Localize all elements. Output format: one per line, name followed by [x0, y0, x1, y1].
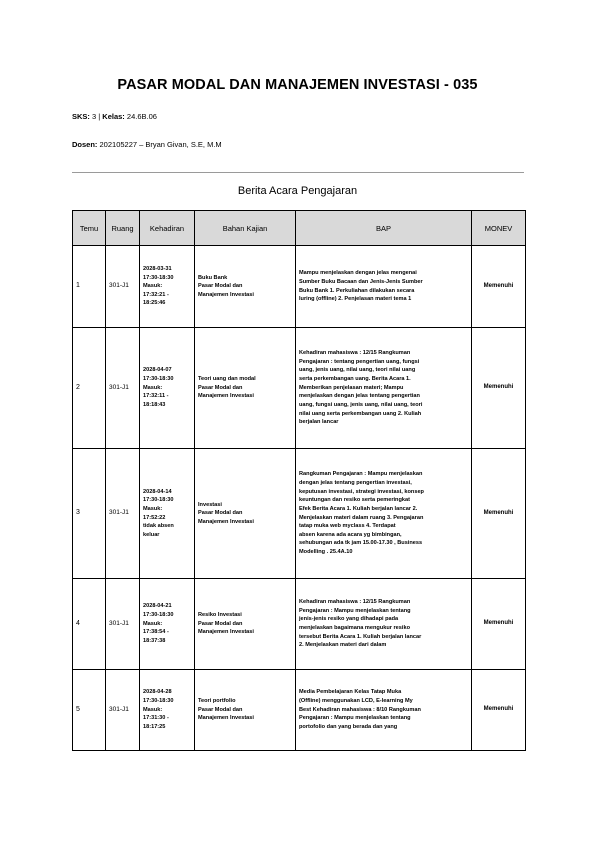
cell-bahan-kajian — [195, 670, 296, 751]
cell-kehadiran-line: 17:32:21 - — [143, 291, 169, 298]
cell-bap — [296, 246, 472, 328]
cell-kehadiran-line: 18:17:25 — [143, 723, 166, 730]
cell-kehadiran — [140, 449, 195, 579]
cell-bap-line: 2. Menjelaskan materi dari dalam — [299, 642, 387, 649]
cell-bap-line: nilai uang serta perkembangan uang 2. Kuliah — [299, 410, 422, 417]
cell-bahan-kajian-line: Teori uang dan modal — [198, 376, 256, 383]
cell-kehadiran-line: Masuk: — [143, 283, 163, 290]
cell-bap-line: menjelaskan bagaimana mengukur resiko — [299, 625, 410, 631]
cell-kehadiran-line: 17:31:30 - — [143, 715, 169, 722]
table-row — [73, 579, 526, 670]
cell-bahan-kajian — [195, 579, 296, 670]
cell-kehadiran-line: 2028-03-31 — [143, 265, 172, 272]
cell-bahan-kajian-line: Manajemen Investasi — [198, 393, 254, 400]
cell-bahan-kajian-line: Pasar Modal dan — [198, 706, 243, 713]
cell-bap-line: berjalan lancar — [299, 419, 339, 426]
cell-kehadiran — [140, 579, 195, 670]
cell-kehadiran-line: 18:25:46 — [143, 300, 166, 307]
cell-ruang: 301-J1 — [106, 246, 140, 328]
cell-monev: Memenuhi — [472, 328, 526, 449]
dosen-line — [72, 140, 222, 149]
cell-kehadiran-line: Masuk: — [143, 505, 163, 512]
cell-bap-line: (Offline) menggunakan LCD, E-learning My — [299, 698, 413, 705]
cell-bahan-kajian-line: Manajemen Investasi — [198, 518, 254, 525]
table-row — [73, 328, 526, 449]
cell-bap-line: portofolio dan yang berada dan yang — [299, 723, 398, 730]
header-ruang: Ruang — [106, 211, 140, 246]
cell-kehadiran — [140, 328, 195, 449]
cell-kehadiran-line: 17:30-18:30 — [143, 376, 174, 383]
cell-bap-line: absen karena ada acara yg bimbingan, — [299, 531, 402, 538]
kelas-label: Kelas: — [102, 112, 125, 121]
cell-bap — [296, 579, 472, 670]
cell-bap — [296, 449, 472, 579]
header-temu: Temu — [73, 211, 106, 246]
cell-kehadiran-line: 2028-04-07 — [143, 367, 172, 374]
cell-temu: 2 — [73, 328, 106, 449]
cell-bahan-kajian-line: Manajemen Investasi — [198, 291, 254, 298]
cell-monev: Memenuhi — [472, 670, 526, 751]
table-row — [73, 670, 526, 751]
cell-bap-line: Pengajaran : Mampu menjelaskan tentang — [299, 607, 411, 614]
table-row — [73, 246, 526, 328]
cell-bap-line: Modelling . 25.4A.10 — [299, 549, 353, 556]
cell-bap — [296, 328, 472, 449]
cell-kehadiran-line: 2028-04-21 — [143, 603, 172, 610]
cell-kehadiran-line: 17:38:54 - — [143, 629, 169, 636]
cell-bap-line: uang, jenis uang, nilai uang, teori nilai uang — [299, 367, 416, 374]
sks-value: 3 | — [89, 112, 103, 121]
cell-temu: 4 — [73, 579, 106, 670]
cell-bap-line: tersebut Berita Acara 1. Kuliah berjalan lancar — [299, 633, 422, 640]
sks-label: SKS: — [72, 112, 90, 121]
cell-bahan-kajian-line: Teori portfolio — [198, 698, 236, 705]
cell-kehadiran-line: tidak absen — [143, 523, 174, 530]
cell-bap-line: keputusan investasi, strategi investasi, konsep — [299, 488, 424, 495]
sks-kelas-line — [72, 112, 157, 121]
cell-kehadiran — [140, 670, 195, 751]
cell-bahan-kajian-line: Investasi — [198, 501, 222, 508]
cell-bap-line: Best Kehadiran mahasiswa : 8/10 Rangkuman — [299, 706, 421, 713]
cell-temu: 1 — [73, 246, 106, 328]
cell-bap-line: Memberikan penjelasan materi; Mampu — [299, 384, 404, 391]
cell-ruang: 301-J1 — [106, 670, 140, 751]
cell-bahan-kajian-line: Pasar Modal dan — [198, 620, 243, 627]
cell-bap — [296, 670, 472, 751]
cell-bap-line: Rangkuman Pengajaran : Mampu menjelaskan — [299, 471, 423, 478]
cell-bap-line: Efek Berita Acara 1. Kuliah berjalan lancar 2. — [299, 505, 418, 512]
cell-bap-line: Pengajaran : Mampu menjelaskan tentang — [299, 715, 411, 722]
bap-table — [72, 210, 526, 751]
cell-kehadiran-line: Masuk: — [143, 706, 163, 713]
cell-kehadiran-line: 18:18:43 — [143, 401, 166, 408]
cell-bap-line: sehubungan ada tk jam 15.00-17.30 , Business — [299, 540, 423, 547]
cell-bahan-kajian-line: Pasar Modal dan — [198, 283, 243, 290]
cell-bap-line: uang, fungsi uang, jenis uang, nilai uang, teori — [299, 401, 423, 408]
cell-kehadiran-line: Masuk: — [143, 384, 163, 391]
dosen-label: Dosen: — [72, 140, 98, 149]
cell-bap-line: Kehadiran mahasiswa : 12/15 Rangkuman — [299, 599, 411, 606]
cell-kehadiran-line: 17:30-18:30 — [143, 274, 174, 281]
cell-bap-line: Buku Bank 1. Perkuliahan dilakukan secara — [299, 287, 415, 294]
cell-kehadiran-line: 17:30-18:30 — [143, 612, 174, 619]
cell-kehadiran-line: keluar — [143, 531, 160, 538]
header-kehadiran: Kehadiran — [140, 211, 195, 246]
cell-bahan-kajian-line: Pasar Modal dan — [198, 510, 243, 517]
cell-bahan-kajian — [195, 328, 296, 449]
cell-monev: Memenuhi — [472, 449, 526, 579]
cell-bahan-kajian-line: Pasar Modal dan — [198, 384, 243, 391]
cell-bap-line: menjelaskan dengan jelas tentang pengertian — [299, 393, 420, 400]
cell-monev: Memenuhi — [472, 246, 526, 328]
cell-kehadiran-line: 17:30-18:30 — [143, 698, 174, 705]
header-monev: MONEV — [472, 211, 526, 246]
cell-bap-line: Menjelaskan materi dalam ruang 3. Pengajaran — [299, 514, 424, 521]
cell-bap-line: tatap muka web myclass 4. Terdapat — [299, 523, 396, 530]
cell-ruang: 301-J1 — [106, 328, 140, 449]
kelas-value: 24.6B.06 — [124, 112, 157, 121]
cell-temu: 3 — [73, 449, 106, 579]
cell-kehadiran-line: 17:32:11 - — [143, 393, 169, 400]
cell-kehadiran — [140, 246, 195, 328]
cell-bahan-kajian-line: Buku Bank — [198, 274, 228, 281]
cell-monev: Memenuhi — [472, 579, 526, 670]
cell-bahan-kajian-line: Resiko Investasi — [198, 612, 242, 619]
cell-bap-line: Mampu menjelaskan dengan jelas mengenai — [299, 270, 417, 277]
cell-kehadiran-line: 2028-04-14 — [143, 488, 172, 495]
header-bahan-kajian: Bahan Kajian — [195, 211, 296, 246]
cell-kehadiran-line: 17:30-18:30 — [143, 497, 174, 504]
cell-kehadiran-line: 17:52:22 — [143, 514, 166, 521]
cell-bahan-kajian — [195, 449, 296, 579]
cell-bap-line: Kehadiran mahasiswa : 12/15 Rangkuman — [299, 350, 411, 357]
course-title: PASAR MODAL DAN MANAJEMEN INVESTASI - 035 — [117, 77, 478, 93]
cell-bap-line: keuntungan dan resiko serta pemeringkat — [299, 497, 410, 504]
header-bap: BAP — [296, 211, 472, 246]
section-title: Berita Acara Pengajaran — [237, 185, 358, 197]
table-header-row — [73, 211, 526, 246]
cell-kehadiran-line: 2028-04-28 — [143, 689, 172, 696]
cell-kehadiran-line: Masuk: — [143, 620, 163, 627]
cell-bap-line: luring (offline) 2. Penjelasan materi tema 1 — [299, 296, 412, 303]
cell-bahan-kajian — [195, 246, 296, 328]
cell-bap-line: serta perkembangan uang. Berita Acara 1. — [299, 376, 411, 383]
cell-temu: 5 — [73, 670, 106, 751]
cell-bahan-kajian-line: Manajemen Investasi — [198, 629, 254, 636]
cell-ruang: 301-J1 — [106, 579, 140, 670]
table-row — [73, 449, 526, 579]
cell-bap-line: Sumber Buku Bacaan dan Jenis-Jenis Sumber — [299, 278, 423, 285]
cell-bap-line: dengan jelas tentang pengertian investasi, — [299, 479, 412, 486]
cell-bap-line: jenis-jenis resiko yang dihadapi pada — [299, 616, 399, 623]
cell-bap-line: Pengajaran : tentang pengertian uang, fungsi — [299, 358, 420, 365]
cell-ruang: 301-J1 — [106, 449, 140, 579]
dosen-value: 202105227 – Bryan Givan, S.E, M.M — [97, 140, 222, 149]
cell-bap-line: Media Pembelajaran Kelas Tatap Muka — [299, 689, 402, 696]
cell-kehadiran-line: 18:37:38 — [143, 637, 166, 644]
divider — [72, 172, 524, 173]
cell-bahan-kajian-line: Manajemen Investasi — [198, 715, 254, 722]
